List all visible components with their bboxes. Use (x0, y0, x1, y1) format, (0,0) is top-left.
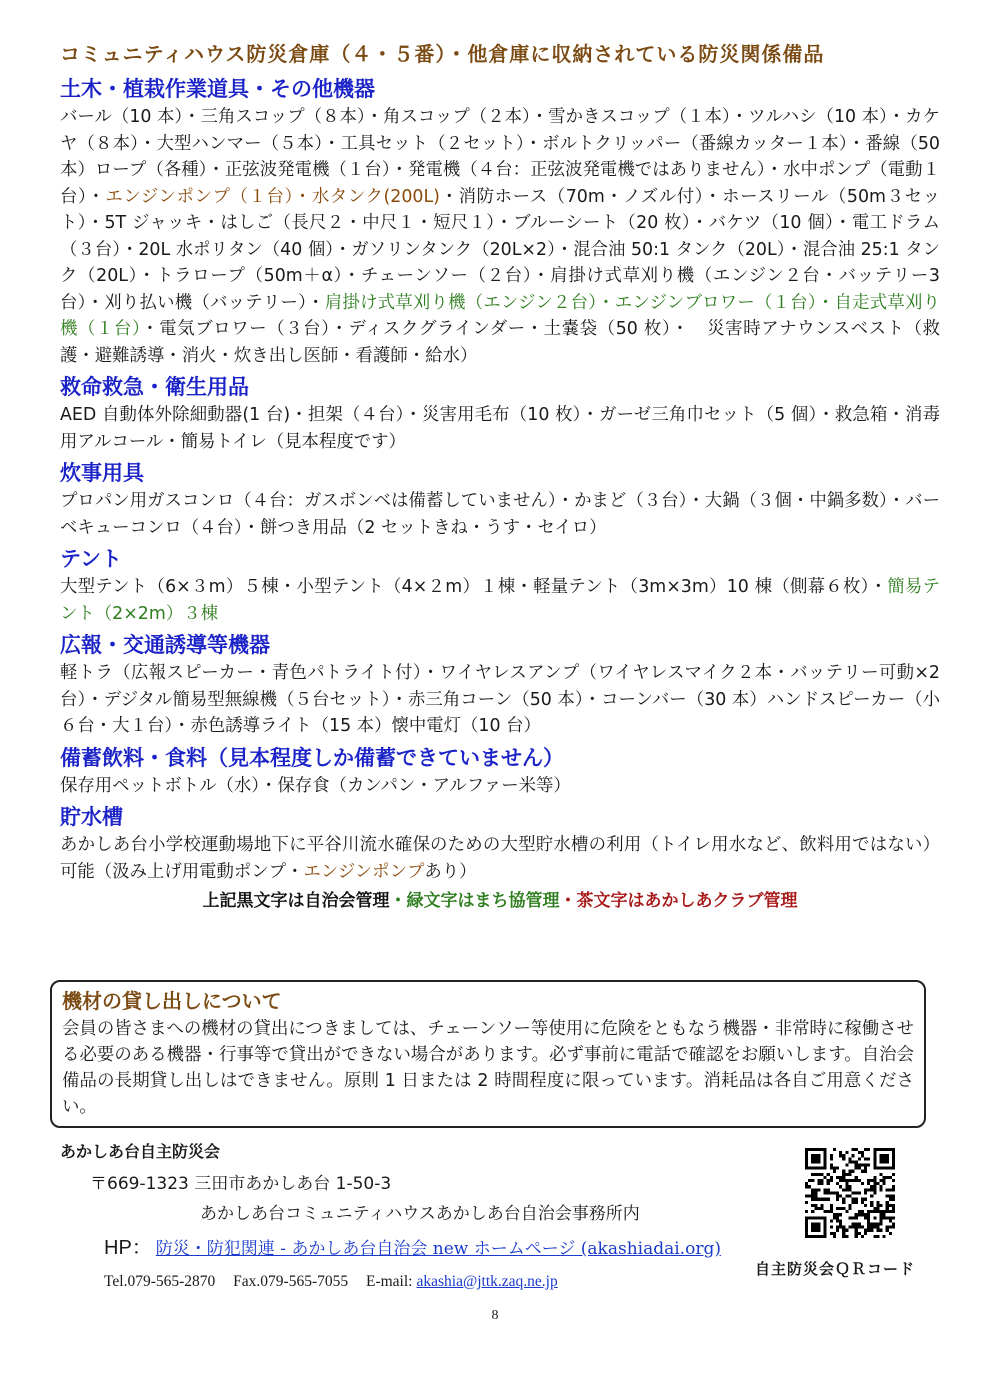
section-body (60, 488, 940, 541)
email-label: E-mail: (365, 1273, 413, 1290)
page-title: コミュニティハウス防災倉庫（４・５番）・他倉庫に収納されている防災関係備品 (60, 42, 825, 66)
section-body (60, 104, 940, 369)
lending-notice-body: 会員の皆さまへの機材の貸出につきましては、チェーンソー等使用に危険をともなう機器・非常時に稼働させる必要のある機器・行事等で貸出ができない場合があります。必ず事前に電話で確認をお願いします。自治会備品の長期貸し出しはできません。原則 1 日または 2 時間程度に限っています。消耗品は各自ご用意ください。 (62, 1019, 914, 1117)
legend-red: ・茶文字はあかしあクラブ管理 (559, 891, 798, 911)
lending-notice-box (50, 980, 926, 1128)
section-text: あかしあ台小学校運動場地下に平谷川流水確保のための大型貯水槽の利用（トイレ用水など、飲料用ではない）可能（汲み上げ用電動ポンプ・ (60, 835, 940, 882)
section-heading: 炊事用具 (60, 461, 144, 485)
legend-green: ・緑文字はまち協管理 (389, 891, 560, 911)
fax-number: Fax.079-565-7055 (233, 1273, 349, 1290)
tel-number: Tel.079-565-2870 (104, 1273, 216, 1290)
section-text: プロパン用ガスコンロ（４台：ガスボンベは備蓄していません）・かまど（３台）・大鍋（３個・中鍋多数）・バーベキューコンロ（４台）・餅つき用品（2 セットきね・うす・セイロ） (60, 491, 940, 538)
qr-code-icon[interactable] (805, 1148, 895, 1238)
section-text: エンジンポンプ（１台）・水タンク(200L) (105, 186, 440, 207)
section-text: バール（10 本）・三角スコップ（８本）・角スコップ（２本）・雪かきスコップ（１本）・ツルハシ（10 本）・カケヤ（８本）・大型ハンマー（５本）・工具セット（２セット）・ボルトクリッパー（番線カッター１本）・番線（50 本）ロープ（各種）・正弦波発電機（１台）・発電機（４台：正弦波発電機ではありません）・水中ポンプ（電動１台）・ (60, 107, 940, 207)
section-text: 大型テント（6×３m）５棟・小型テント（4×２m）１棟・軽量テント（3m×3m）10 棟（側幕６枚）・ (60, 577, 888, 597)
section-body (60, 402, 940, 455)
section-text: エンジンポンプ (303, 861, 425, 882)
org-office: あかしあ台コミュニティハウスあかしあ台自治会事務所内 (200, 1204, 640, 1224)
page-content (60, 38, 940, 914)
section-heading: 土木・植栽作業道具・その他機器 (60, 77, 375, 101)
color-legend (60, 888, 940, 914)
qr-label: 自主防災会ＱＲコード (755, 1260, 916, 1278)
section-body (60, 574, 940, 627)
section-body (60, 773, 940, 800)
equipment-sections (60, 74, 940, 885)
section-body (60, 832, 940, 885)
section-text: 保存用ペットボトル（水）・保存食（カンパン・アルファー米等） (60, 775, 571, 796)
section-text: 簡易テント（2×2m）３棟 (60, 577, 940, 624)
email-link[interactable]: akashia@jttk.zaq.ne.jp (416, 1273, 558, 1290)
section-heading: 救命救急・衛生用品 (60, 375, 249, 399)
section-body (60, 660, 940, 740)
section-text: ・消防ホース（70m・ノズル付）・ホースリール（50m３セット）・5T ジャッキ・はしご（長尺２・中尺１・短尺１）・ブルーシート（20 枚）・バケツ（10 個）・電工ドラム（３台）・20L 水ポリタン（40 個）・ガソリンタンク（20L×2）・混合油 50:1 タンク（20L）・混合油 25:1 タンク（20L）・トラロープ（50m＋α）・チェーンソー（２台）・肩掛け式草刈り機（エンジン２台・バッテリー3 台）・刈り払い機（バッテリー）・ (60, 186, 940, 313)
lending-notice-title: 機材の貸し出しについて (62, 989, 282, 1013)
section-heading: 貯水槽 (60, 805, 123, 829)
section-heading: 備蓄飲料・食料（見本程度しか備蓄できていません） (60, 745, 564, 770)
page-number: 8 (491, 1308, 499, 1323)
legend-black: 上記黒文字は自治会管理 (202, 891, 390, 911)
section-text: ・電気ブロワー（３台）・ディスクグラインダー・土嚢袋（50 枚）・ 災害時アナウンスベスト（救護・避難誘導・消火・炊き出し医師・看護師・給水） (60, 319, 940, 366)
org-address: 〒669-1323 三田市あかしあ台 1-50-3 (90, 1174, 392, 1194)
section-text: AED 自動体外除細動器(1 台)・担架（４台）・災害用毛布（10 枚）・ガーゼ三角巾セット（5 個）・救急箱・消毒用アルコール・簡易トイレ（見本程度です） (60, 405, 940, 452)
section-text: 肩掛け式草刈り機（エンジン２台）・エンジンブロワー（１台）・自走式草刈り機（１台） (60, 292, 940, 339)
org-name: あかしあ台自主防災会 (60, 1142, 221, 1161)
section-text: あり） (424, 861, 477, 882)
homepage-link[interactable]: 防災・防犯関連 - あかしあ台自治会 new ホームページ (akashiadai.org) (155, 1239, 721, 1259)
hp-label: HP： (104, 1237, 152, 1259)
section-heading: 広報・交通誘導等機器 (60, 633, 270, 657)
section-heading: テント (60, 547, 122, 571)
section-text: 軽トラ（広報スピーカー・青色パトライト付）・ワイヤレスアンプ（ワイヤレスマイク２本・バッテリー可動×2 台）・デジタル簡易型無線機（５台セット）・赤三角コーン（50 本）・コーンバー（30 本）ハンドスピーカー（小６台・大１台）・赤色誘導ライト（15 本）懐中電灯（10 台） (60, 663, 940, 736)
